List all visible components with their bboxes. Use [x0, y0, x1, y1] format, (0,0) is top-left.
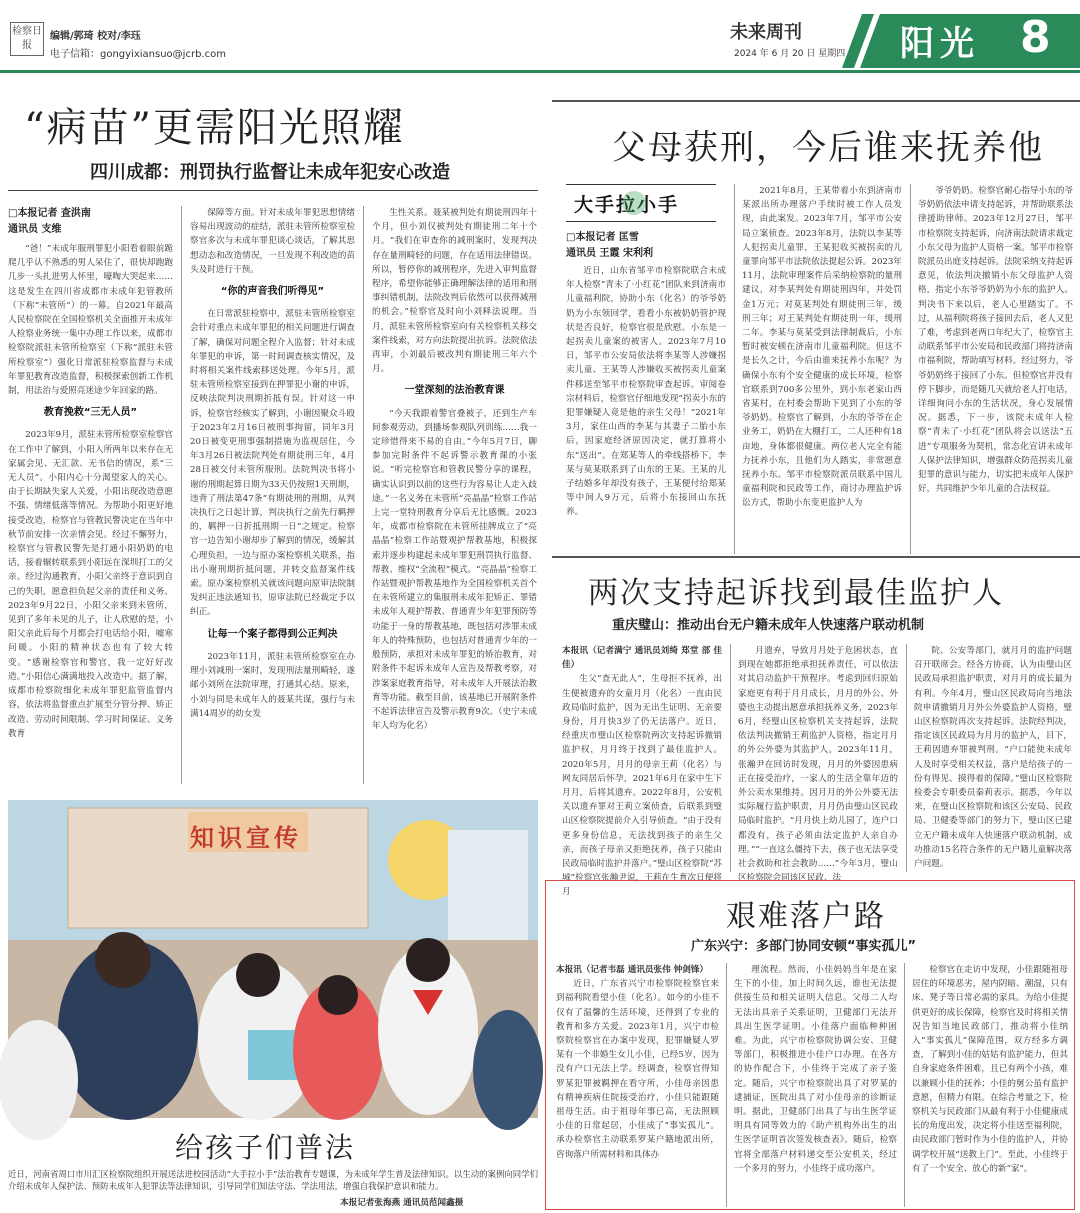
article2-byline: □本报记者 匡雪 通讯员 王霞 宋利利	[566, 232, 653, 259]
article3-column-2	[738, 644, 898, 884]
email-line: 电子信箱：gongyixiansuo@jcrb.com	[50, 49, 226, 60]
paragraph: 2023年9月，派驻未管所检察室检察官在工作中了解到，小阳入所两年以来存在无家属会见、无汇款、无书信的情况，系“三无人员”。小阳内心十分渴望家人的关心。由于长期缺失家人关爱，小阳出现改造意愿不强、情绪低落等情况。为帮助小阳更好地接受改造，检察官与管教民警决定在当年中秋节前安排一次亲情会见。经过不懈努力，检察官与管教民警先是打通小阳奶奶的电话，接着辗转联系到小阳远在深圳打工的父亲。经过沟通教育，小阳父亲终于意识到自己的失职，愿意担负起父亲的责任和义务。2023年9月22日，小阳父亲来到未管所，见到了多年未见的儿子，让人欣慰的是，小阳父亲此后每个月都会打电话给小阳，嘘寒问暖。小阳的精神状态也有了较大转变。“感谢检察官和警官，我一定好好改造。”小阳信心满满地投入改造中。据了解，成都市检察院细化未成年罪犯监管监督内容，依法将监督重点扩展至分管分押、矫正改造、劳动时间限制、学习时间保证、义务教育	[8, 430, 173, 739]
article3-title: 两次支持起诉找到最佳监护人	[588, 576, 1004, 611]
logo-accent-shape	[622, 191, 646, 215]
photo-banner-text: 知识宣传	[190, 824, 302, 852]
date-line: 2024 年 6 月 20 日 星期四	[734, 49, 846, 59]
newspaper-logo: 检察日报	[10, 22, 44, 56]
paragraph: 近日，山东省邹平市检察院联合未成年人检察“青未了·小红花”团队来到济南市儿童福利院，协助小东（化名）的爷爷奶奶为小东领回学，看看小东被奶奶管护现状是否良好，检察官很是欣慰。小东是一起拐卖儿童案的被害人。2023年7月10日，邹平市公安局依法将李某等人涉嫌拐卖儿童、王某等人涉嫌收买被拐卖儿童案件移送至邹平市检察院审查起诉。审阅卷宗材料后，检察官仔细地发现“拐卖小东的犯罪嫌疑人竟是他的亲生父母！”2021年3月，家住山西的李某与其妻子二胎小东后，因家庭经济原因决定，就打算将小东“送出”。在郑某等人的牵线搭桥下，李某与莫某联系到了山东的王某。王某的儿子结婚多年却没有孩子，王某便付给郑某等中间人9万元，后将小东接回山东抚养。	[566, 266, 726, 518]
column-divider	[363, 206, 364, 784]
editor-line: 编辑/郭琦 校对/李珏	[50, 31, 141, 42]
paragraph: 生父“查无此人”，生母拒不抚养，出生便被遗弃的女童月月（化名）一直由民政局临时监护，因为无出生证明、无亲要身份，月月快3岁了仍无法落户。近日，经重庆市璧山区检察院两次支持起诉撤销监护权，月月终于找到了最佳监护人。2020年5月，月月的母亲王莉（化名）与网友同居后怀孕，2021年6月在家中生下月月，后将其遗弃。2022年8月，公安机关以遗弃罪对王莉立案侦查，后联系到璧山区检察院提前介入引导侦查。“由于没有更多身份信息，无法找到孩子的亲生父亲，而孩子母亲又拒绝抚养，孩子只能由民政局临时监护并落户。”璧山区检察院“苏城”检察官张瀚尹说，王莉在生育次日便将月	[562, 674, 722, 898]
article1-byline: □本报记者 查洪南 通讯员 支维	[8, 208, 91, 235]
paragraph: 院、公安等部门，就月月的监护问题召开联席会。经各方协商，认为由璧山区民政局承担监护职责，对月月的成长最为有利。今年4月，璧山区民政局向当地法院申请撤销月月外公外婆监护人资格，璧山区检察院再次支持起诉。法院经判决，指定该区民政局为月月的监护人，目下，王莉因遗弃罪被判刑。“户口能使未成年人及时享受相关权益，落户是给孩子的一份有得见、摸得着的保障。”璧山区检察院检委会专职委员秦莉表示。据悉，今年以来，在璧山区检察院和该区公安局、民政局、卫健委等部门的努力下，璧山区已建立无户籍未成年人快速落户联动机制，成功推动15名符合条件的无户籍儿童解决落户问题。	[914, 646, 1072, 870]
article4-lead	[556, 963, 719, 977]
page-name: 阳光	[900, 24, 980, 64]
paragraph: 爷爷奶奶。检察官耐心指导小东的爷爷奶奶依法申请支持起诉，并帮助联系法律援助律师。2023年12月27日，邹平市检察院支持起诉，向济南法院请求裁定小东父母为监护人资格一案。邹平市检察院派员出庭支持起诉。法院采纳支持起诉意见，依法判决撤销小东父母监护人资格，指定小东爷爷奶奶为小东的监护人。判决书下来以后，老人心里踏实了。不过，从福利院将孩子接回去后，老人又犯了难，考虑到老两口年纪大了，检察官主动联系邹平市公安局和民政部门将持济南市福利院，帮助填写材料。经过努力，爷爷奶奶终于接回了小东。但检察官并没有停下脚步，而是随几天就给老人打电话，详细询问小东的生活状况，身心发展情况。据悉，下一步，该院未成年人检察“青未了·小红花”团队将会以送法“五进”专项服务为契机，常态化宣讲未成年人保护法律知识，增强群众防范拐卖儿童犯罪的意识与能力，切实把未成年人保护好，共同维护少年儿童的合法权益。	[918, 186, 1073, 495]
photo-caption-credit: 本报记者张海燕 通讯员范闻鑫摄	[340, 1198, 464, 1208]
article2-column-2	[742, 184, 902, 554]
article1-subhead-4: 一堂深刻的法治教育课	[404, 385, 505, 397]
masthead-rule	[0, 70, 1080, 73]
article3-lead	[562, 644, 722, 672]
paragraph: 2023年11月，派驻未管所检察室在办理小刘减刑一案时，发现刑法量刑畸轻，遂邮小刘所在法院审理，打通其心结。原来，小刘与同是未成年人的聂某共谋，强行与未满14周岁的幼女发	[190, 651, 355, 719]
paragraph: 检察官在走访中发现，小佳跟随祖母居住的环境恶劣，屋内阴暗、潮湿，只有床、凳子等日常必需的家具。为给小佳提供更好的成长保障，检察官及时将相关情况告知当地民政部门，推动将小佳纳入“事实孤儿”保障范围，双方经多方调查，了解到小佳的姑姑有监护能力，但其自身家庭条件困难，且已有两个小孩，难以兼顾小佳的抚养；小佳的舅公虽有监护意愿，但精力有限。在综合考量之下，检察机关与民政部门从最有利于小佳健康成长的角度出发，决定将小佳送至福利院，由民政部门暂时作为小佳的监护人，并协调学校开展“送教上门”。至此，小佳终于有了一个安全、放心的新“家”。	[912, 965, 1068, 1174]
article2-title: 父母获刑，今后谁来抚养他	[612, 128, 1044, 168]
column-logo-big-hand-small-hand	[566, 184, 716, 222]
article3-column-3	[914, 644, 1072, 872]
paragraph: 理流程。然而，小佳妈妈当年是在家生下的小佳，加上时间久远，谁也无法提供接生员和相关证明人信息。父母二人均无法出具亲子关系证明，卫健部门无法开具出生医学证明。小佳落户面临种种困难。为此，兴宁市检察院协调公安、卫健等部门，积极推进小佳户口办理。在各方的协作配合下，小佳终于完成了亲子鉴定。随后，兴宁市检察院出具了对罗某的逮捕证，医院出具了对小佳母亲的诊断证明。据此，卫健部门出具了与出生医学证明具有同等效力的《助产机构外出生的出生医学证明首次签发核查表》。随后，检察官将全部落户材料递交至公安机关，经过一个多月的努力，小佳终于成功落户。	[734, 965, 897, 1174]
article1-subtitle: 四川成都：刑罚执行监督让未成年犯安心改造	[90, 162, 450, 183]
article4-subtitle: 广东兴宁：多部门协同安顿“事实孤儿”	[691, 939, 917, 954]
column-logo-text: 大手拉小手	[574, 194, 680, 216]
masthead	[0, 0, 1080, 86]
paragraph: 月遗弃，导致月月处于危困状态，直到现在她都拒绝承担抚养责任，可以依法对其启动监护干预程序。考虑到回归原始家庭更有利于月月成长，月月的外公、外婆也主动提出愿意承担抚养义务，2023年6月，经璧山区检察机关支持起诉，法院依法判决撤销王莉监护人资格，指定月月的外公外婆为其监护人。2023年11月，张瀚尹在回访时发现，月月的外婆因患病正在接受治疗，一家人的生活全靠年迈的外公卖水果维持。因月月的外公外婆无法实际履行监护职责，月月仍由璧山区民政局临时监护。“月月快上幼儿园了，连户口都没有，孩子必须由法定监护人亲自办理。”“一直这么僵持下去，孩子也无法享受社会救助和社会教助……”今年3月，璧山区检察院会同该区民政、法	[738, 646, 898, 884]
article1-title: “病苗”更需阳光照耀	[24, 105, 405, 151]
photo-caption-body: 近日，河南省周口市川汇区检察院组织开展送法进校园活动“大手拉小手”法治教育专题课，为未成年学生普及法律知识。以生动的案例向同学们介绍未成年人保护法、预防未成年人犯罪法等法律知识，引导同学们知法守法、学法用法，增强自我保护意识和能力。	[8, 1169, 538, 1191]
article2-column-3	[918, 184, 1073, 554]
article1-column-2	[190, 206, 355, 784]
column-divider	[906, 644, 907, 872]
column-divider	[181, 206, 182, 784]
article-disease-seedlings	[0, 86, 545, 786]
section-title: 未来周刊	[730, 22, 802, 43]
paragraph: 在日常派驻检察中，派驻未管所检察室会针对重点未成年罪犯的相关问题进行调查了解，确保对问题全程介入监督；针对未成年罪犯的申诉，第一时间调查核实情况，及时将相关案件线索移送处理。今年5月，派驻未管所检察室接到在押罪犯小谢的申诉，反映法院判决刑期折抵有误。针对这一申诉，检察官经核实了解到，小谢因聚众斗殴于2023年2月16日被刑事拘留，同年3月20日被变更刑事强制措施为监视居住，今年3月26日被法院判处有期徒刑三年，4月28日被交付未管所服刑。法院判决书将小谢的刑期起算日期为33天仍按照1天刑期，违背了刑法第47条“有期徒刑的刑期，从判决执行之日起计算，判决执行之前先行羁押的，羁押一日折抵刑期一日”之规定。检察官一边告知小谢却步了解到的情况，缓解其心理负担，一边与原办案检察机关联系，指出小谢刑期折抵问题，并转交监督案件线索。原办案检察机关就该问题向原审法院制发纠正违法通知书，原审法院已经裁定予以纠正。	[190, 309, 355, 618]
photo-block	[0, 800, 545, 1213]
paragraph: 生性关系。聂某被判处有期徒刑四年十个月，但小刘仅被判处有期徒刑二年十个月。“我们在审查你的减刑案时，发现判决存在量刑畸轻的问题，存在适用法律错误。所以，暂停你的减刑程序，先进入审判监督程序，希望你能够正确理解法律的适用和刑事纠错机制，法院改判后依然可以获得减刑的机会。”检察官及时向小刘释法说理。当月，派驻未管所检察室向有关检察机关移交案件线索，对方向法院提出抗诉。法院依法再审，小刘最后被改判有期徒刑三年六个月。	[372, 208, 537, 375]
paragraph: “今天我跟着警官叠被子，还到生产车间参观劳动，到播场参观队列训练……我一定珍惜得来不易的自由。”今年5月7日，聊参加完附条件不起诉警示教育课的小张说。“听完检察官和管教民警分享的课程，确实认识到以前的这些行为容易让人走入歧途。”一名义务在未管所“亮晶晶”检察工作站上完一堂特刑教育分享后无比感慨。2023年，成都市检察院在未管所挂牌成立了“亮晶晶”检察工作站暨观护帮教基地，积极探索并逐步构建起未成年罪犯刑罚执行监督、帮教、维权“全流程”模式。“亮晶晶”检察工作站暨观护帮教基地作为全国检察机关首个在未管所建立的集服刑未成年犯矫正、罪错未成年人观护帮教、普通青少年犯罪预防等功能于一身的帮教基地，既包括对涉罪未成年人的特殊预防，也包括对普通青少年的一般预防，承担对未成年罪犯的矫治教育，对附条件不起诉未成年人宣告及帮教考察，对涉案家庭教育指导，对未成年人开展法治教育等功能。截至目前，该基地已开展附条件不起诉法律宣告及警示教育9次。（史宁未成年人均为化名）	[372, 408, 537, 732]
paragraph: 保障等方面。针对未成年罪犯思想情绪容易出现波动的症结，派驻未管所检察室检察官多次与未成年罪犯谈心谈话，了解其思想动态和改造情况，一旦发现不利改造的苗头及时进行干预。	[190, 208, 355, 275]
article-two-support-suits	[552, 556, 1080, 898]
article4-title: 艰难落户路	[726, 899, 886, 934]
column-divider	[734, 184, 735, 554]
article3-subtitle: 重庆璧山：推动出台无户籍未成年人快速落户联动机制	[612, 618, 925, 633]
column-divider	[730, 644, 731, 872]
article4-column-1	[556, 963, 719, 1207]
paragraph: 2021年8月，王某带着小东到济南市某派出所办理落户手续时被工作人员发现，由此案发。2023年7月，邹平市公安局立案侦查。2023年8月，法院以李某等人犯拐卖儿童罪，王某犯收买被拐卖的儿童罪向邹平市法院依法提起公诉。2023年11月，法院审理案件后采纳检察院的量刑建议，对李某判处有期徒刑四年，并处罚金1万元；对莫某判处有期徒刑三年，缓刑三年；对王某判处有期徒刑一年，缓刑二年。李某与莫某受到法律制裁后，小东暂时被安顿在济南市儿童福利院。但这不是长久之计，今后由谁来抚养小东呢？为确保小东有个安全健康的成长环境，检察官联系到700多公里外，到小东老家山西省某村，在村委会帮助下见到了小东的爷爷奶奶。检察官了解到，小东的爷爷在企业务工，奶奶在大棚打工，二人还种有18亩地，身体都很健康。两位老人完全有能力抚养小东，且他们为人踏实，非常愿意抚养小东。邹平市检察院派员联系中国儿童福利院和民政等工作，商讨办理监护诉讼方式，帮助小东变更监护人为	[742, 186, 902, 509]
column-divider	[726, 963, 727, 1207]
paragraph: “爸！”未成年服刑罪犯小阳看着眼前跪爬几乎认不熟悉的男人呆住了，很快却跑跑几步一头扎进男人怀里，嚎啕大哭起来……这是发生在四川省成都市未成年犯管教所（下称“未管所”）的一幕。自2021年最高人民检察院在全国检察机关全面推开未成年人检察业务统一集中办理工作以来，成都市检察院派驻未管所检察室（下称“派驻未管所检察室”）强化日常派驻检察监督与未成年罪犯教育改造监督，积极探索创新工作机制，用法治与爱照亮迷途少年回家的路。	[8, 244, 173, 397]
article1-column-3	[372, 206, 537, 784]
article4-lead-bold: 本报讯（记者韦磊 通讯员张伟 钟剑锋）	[556, 965, 709, 975]
article3-lead-bold: 本报讯（记者满宁 通讯员刘绮 郑堂 部 佳 佳）	[562, 646, 722, 671]
page-number: 8	[1020, 12, 1051, 63]
article1-column-1	[8, 242, 173, 784]
photo-caption-title: 给孩子们普法	[175, 1131, 356, 1164]
article1-subhead-3: 让每一个案子都得到公正判决	[207, 628, 338, 640]
article1-subhead-1: 教育挽救“三无人员”	[43, 407, 138, 419]
article1-rule	[8, 190, 538, 191]
article2-column-1	[566, 264, 726, 554]
column-divider	[904, 963, 905, 1207]
article-parents-sentenced	[552, 100, 1080, 555]
article4-column-2	[734, 963, 897, 1207]
article3-column-1	[562, 644, 722, 898]
column-divider	[910, 184, 911, 554]
article1-subhead-2: “你的声音我们听得见”	[220, 286, 325, 298]
article-difficult-household-registration	[545, 880, 1075, 1210]
article4-column-3	[912, 963, 1068, 1207]
paragraph: 近日，广东省兴宁市检察院检察官来到福利院看望小佳（化名）。如今的小佳不仅有了温馨的生活环境，还得到了专业的教育和多方关爱。2023年1月，兴宁市检察院检察官在办案中发现，犯罪嫌疑人罗某有一个非婚生女儿小佳，已经5岁，因为没有户口无法上学。经调查，检察官得知罗某犯罪被羁押在看守所，小佳母亲因患有精神疾病住院接受治疗，小佳只能跟随祖母生活。由于祖母年事已高，无法照顾小佳的日常起居，小佳成了“事实孤儿”。承办检察官主动联系罗某户籍地派出所，咨询落户所需材料和具体办	[556, 979, 719, 1160]
